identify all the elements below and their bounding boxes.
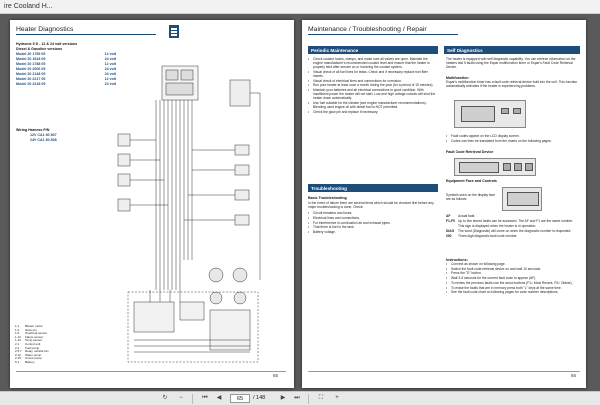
fit-page-icon[interactable]: ⛶	[318, 395, 324, 401]
symbol-description: Up to five stored faults can be accessed. The AF and F1 are the same number.	[458, 219, 574, 224]
models-title: Hydronic 5 D - 12 & 24 volt versions	[16, 42, 78, 46]
retrieval-device-image	[454, 158, 536, 176]
symbol-code: AF	[446, 214, 451, 218]
list-item: • That there is fuel in the tank.	[308, 225, 438, 229]
right-page	[302, 20, 586, 388]
list-item: • Wait 3-5 seconds for the current fault code to appear (AF).	[446, 276, 578, 280]
toolbar-divider	[192, 394, 193, 404]
equipment-title: Equipment Face and Controls	[446, 179, 497, 183]
legend-code: 2.15	[15, 356, 21, 361]
legend-code: 2.1	[15, 341, 20, 346]
list-item: • Check coolant hoses, clamps, and make sure all valves are open. Maintain the engine manufacturer's recommended coolant level and ensure that the heater is properly bled after service on or involving the coolant system.	[308, 57, 438, 69]
window-title: ire Cooland H...	[0, 0, 600, 14]
basic-troubleshooting-intro: In the event of failure there are several items which should be checked first before any major troubleshooting is done. Check:	[308, 201, 434, 210]
list-item: • Switch the fault code retrieval device on and wait 10 seconds.	[446, 267, 578, 271]
multifunction-text: Espar's multifunction timer has a fault code retrieval device built into the unit. This function automatically activates if the heater is experiencing problems.	[446, 80, 578, 89]
model-voltage: 24 volt	[104, 67, 116, 71]
symbol-codes	[446, 214, 578, 239]
models-subtitle: Diesel & Gasoline versions	[16, 47, 63, 51]
list-item: • Battery voltage.	[308, 230, 438, 234]
instructions-section	[446, 258, 578, 295]
legend-text: Relay, vehicle fan	[25, 349, 49, 354]
legend-code: 2.12	[15, 352, 21, 357]
symbol-description: This sign is displayed when the heater is in operation.	[458, 224, 537, 229]
page-number: 65	[272, 373, 278, 378]
retrieval-device-section	[446, 150, 578, 154]
legend-code: 1.2	[15, 327, 20, 332]
symbols-intro: Symbols seen on the display face are as follows:	[446, 193, 496, 202]
symbol-code: DIAG	[446, 229, 455, 234]
list-item: • Codes can then be translated from the charts on the following pages.	[446, 139, 578, 143]
symbol-description: The word (Diagnostic) will come on when the diagnostic number is requested.	[458, 229, 572, 234]
harness-24v: 24V CA1 80 808	[30, 138, 57, 142]
page-number: 66	[570, 373, 576, 378]
periodic-maintenance-heading: Periodic Maintenance	[308, 46, 438, 54]
model-name: Model 20 2148 05	[16, 72, 46, 76]
footer-rule	[16, 371, 286, 372]
prev-page-icon[interactable]: ◀	[216, 395, 222, 401]
legend-text: Fuel pump	[25, 345, 40, 350]
footer-rule	[308, 371, 580, 372]
list-item: • Connect as shown on following page.	[446, 262, 578, 266]
symbol-code: 000	[446, 234, 452, 239]
model-name: Model 20 2218 05	[16, 82, 46, 86]
legend-code: 1.5	[15, 331, 20, 336]
legend-code: 2.5.7	[15, 349, 22, 354]
model-voltage: 12 volt	[104, 52, 116, 56]
component-legend	[15, 325, 48, 365]
list-item: • Maintain your batteries and all electrical connections in good condition. With insufficient power the heater will not start. Low and high voltage cutouts will shut the heater down automatically.	[308, 88, 438, 100]
list-item: • To erase the faults that are in memory press both "L" keys at the same time.	[446, 286, 578, 290]
multifunction-title: Multifunction	[446, 76, 469, 80]
self-diagnostics-heading: Self Diagnostics	[444, 46, 580, 54]
document-viewer[interactable]	[0, 14, 600, 391]
list-item: • For interference in combustion air and exhaust pipes.	[308, 221, 438, 225]
list-item: • Press the "D" button.	[446, 271, 578, 275]
list-item: • Check the glow pin and replace if necessary.	[308, 110, 438, 114]
page-total: / 148	[253, 395, 266, 401]
instructions-title: Instructions:	[446, 258, 468, 262]
basic-troubleshooting	[308, 196, 438, 235]
self-diagnostics-intro: The heater is equipped with self diagnostic capability. You can retrieve information on the heaters last 5 faults using the Espar multifunction timer or Espar's Fault Code Retrieval Device.	[446, 57, 576, 70]
next-page-icon[interactable]: ▶	[280, 395, 286, 401]
page-header: Heater Diagnostics	[16, 26, 156, 35]
left-page	[10, 20, 294, 388]
symbol-description: Actual fault.	[458, 214, 476, 218]
legend-code: 1.13	[15, 338, 21, 343]
legend-text: Glow pin	[25, 327, 37, 332]
legend-code: 1.12	[15, 334, 21, 339]
model-voltage: 24 volt	[104, 57, 116, 61]
display-face-image	[502, 187, 542, 211]
legend-text: Temp sensor	[25, 338, 43, 343]
basic-troubleshooting-title: Basic Troubleshooting	[308, 196, 347, 200]
symbol-code-row	[446, 214, 578, 218]
symbol-code: F1-F5	[446, 219, 455, 224]
legend-text: Circuit pump	[25, 356, 42, 361]
legend-text: Flame sensor	[25, 334, 44, 339]
model-name: Model 20 1818 05	[16, 57, 46, 61]
legend-text: Battery	[25, 359, 35, 364]
legend-code: 2.2	[15, 345, 20, 350]
legend-text: Blower motor	[25, 324, 43, 328]
model-voltage: 24 volt	[104, 72, 116, 76]
zoom-in-icon[interactable]: +	[335, 395, 339, 401]
last-page-icon[interactable]: ⏭	[294, 395, 300, 401]
list-item: • Use fuel suitable for the climate (see engine manufacturer recommendations). Blending used engine oil with diesel fuel is NOT permitted.	[308, 101, 438, 109]
retrieval-device-title: Fault Code Retrieval Device	[446, 150, 494, 154]
model-voltage: 24 volt	[104, 82, 116, 86]
list-item: • Visual check of all fuel lines for leaks. Check and if necessary replace fuel filter inserts.	[308, 70, 438, 78]
symbol-code-row	[446, 224, 578, 228]
rotate-icon[interactable]: ↻	[162, 395, 168, 401]
symbol-code-row	[446, 229, 578, 233]
symbol-code	[446, 224, 458, 228]
list-item: • See the fault code chart on following pages for code number descriptions.	[446, 290, 578, 294]
legend-code: 1.1	[15, 324, 20, 328]
list-item: • To review the previous faults use the arrow buttons (F1= Most Recent, F5= Oldest).	[446, 281, 578, 285]
periodic-maintenance-list	[308, 57, 438, 114]
toolbar-divider	[308, 394, 309, 404]
model-voltage: 12 volt	[104, 62, 116, 66]
list-item: • Electrical lines and connections.	[308, 216, 438, 220]
list-item: • Visual check of electrical lines and connections for corrosion.	[308, 79, 438, 83]
multifunction-timer-image	[454, 100, 526, 128]
multifunction-notes	[446, 134, 578, 143]
list-item: • Circuit breakers and fuses.	[308, 211, 438, 215]
troubleshooting-heading: Troubleshooting	[308, 184, 438, 192]
page-header: Maintenance / Troubleshooting / Repair	[308, 26, 458, 35]
page-number-input[interactable]: 65	[230, 394, 250, 403]
list-item: • Fault codes appear on the LCD display screen.	[446, 134, 578, 138]
legend-text: Overheat sensor	[25, 331, 48, 336]
equipment-section	[446, 179, 578, 183]
legend-text: Control unit	[25, 341, 41, 346]
legend-text: Water pump	[25, 352, 42, 357]
model-name: Model 20 1789 05	[16, 52, 46, 56]
zoom-out-icon[interactable]: −	[179, 395, 183, 401]
symbol-code-row	[446, 234, 578, 238]
list-item: • Run your heater at least once a month during the year (for a period of 15 minutes).	[308, 83, 438, 87]
symbol-description: Three digit diagnostic fault code number.	[458, 234, 518, 239]
wiring-diagram	[10, 20, 294, 388]
viewer-toolbar	[0, 391, 600, 405]
model-name: Model 20 2217 05	[16, 77, 46, 81]
model-name: Model 20 2006 05	[16, 67, 46, 71]
harness-title: Wiring Harness P/N	[16, 128, 50, 132]
legend-code: 5.1	[15, 359, 20, 364]
symbol-code-row	[446, 219, 578, 223]
legend-item	[15, 361, 48, 365]
model-voltage: 12 volt	[104, 77, 116, 81]
model-name: Model 20 1788 05	[16, 62, 46, 66]
harness-12v: 12V CA1 80 807	[30, 133, 57, 137]
multifunction-section	[446, 76, 578, 88]
first-page-icon[interactable]: ⏮	[202, 395, 208, 401]
